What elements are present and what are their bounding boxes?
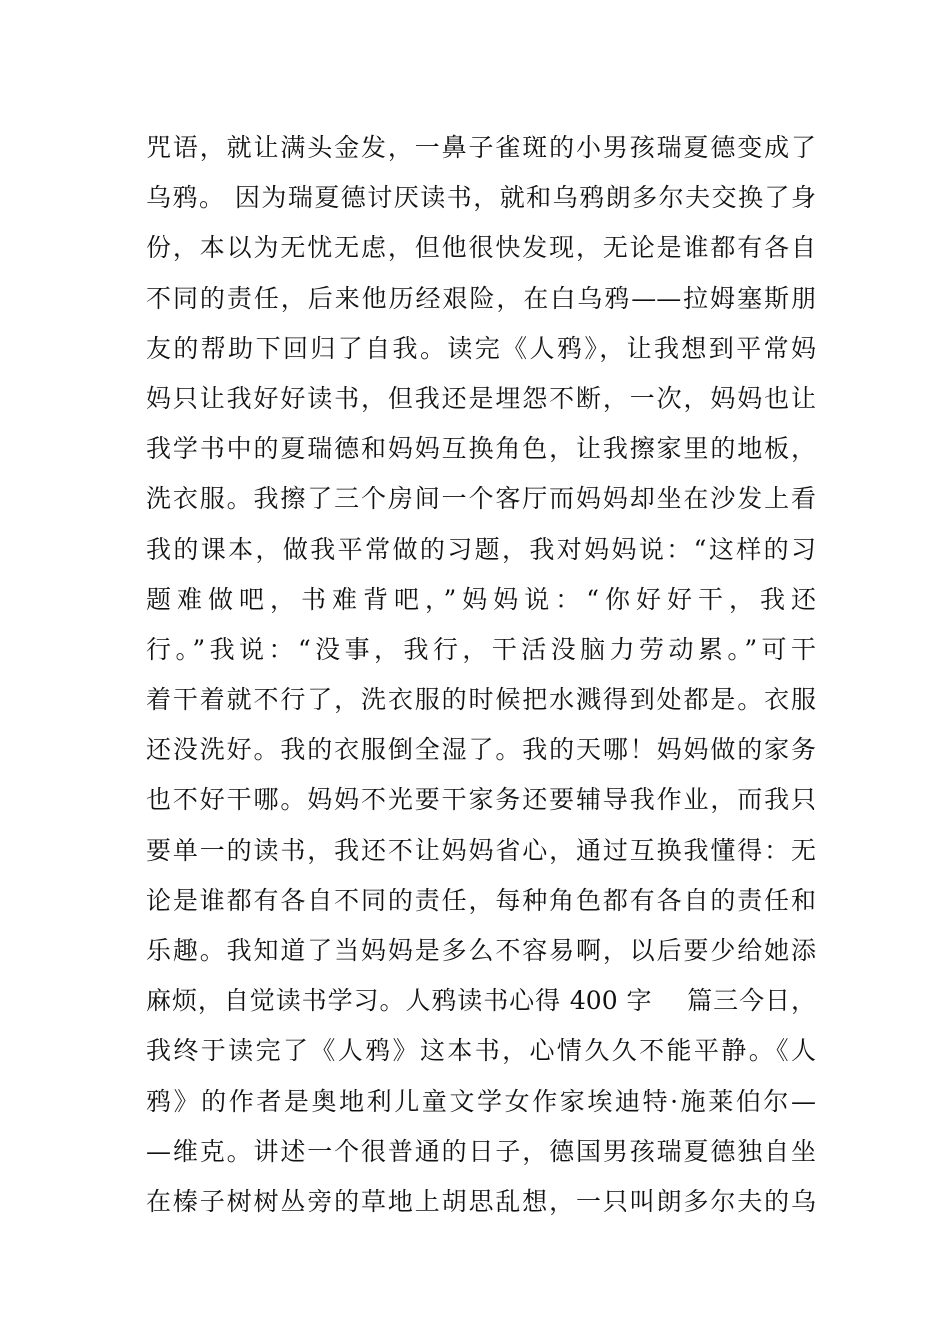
text-line: 行。”我说：“没事，我行，干活没脑力劳动累。”可干 <box>146 634 816 664</box>
text-line: 鸦》的作者是奥地利儿童文学女作家埃迪特·施莱伯尔— <box>146 1086 816 1116</box>
text-line: 我的课本，做我平常做的习题，我对妈妈说：“这样的习 <box>146 534 816 564</box>
text-line: 不同的责任，后来他历经艰险，在白乌鸦——拉姆塞斯朋 <box>146 283 816 313</box>
text-line: 妈只让我好好读书，但我还是埋怨不断，一次，妈妈也让 <box>146 383 816 413</box>
text-line: 题难做吧，书难背吧，”妈妈说：“你好好干，我还 <box>146 584 816 614</box>
text-line: 友的帮助下回归了自我。读完《人鸦》，让我想到平常妈 <box>146 333 816 363</box>
text-line: —维克。讲述一个很普通的日子，德国男孩瑞夏德独自坐 <box>146 1136 816 1166</box>
text-line: 我终于读完了《人鸦》这本书，心情久久不能平静。《人 <box>146 1036 816 1066</box>
body-text <box>146 123 816 1227</box>
text-line: 份，本以为无忧无虑，但他很快发现，无论是谁都有各自 <box>146 233 816 263</box>
text-line: 论是谁都有各自不同的责任，每种角色都有各自的责任和 <box>146 885 816 915</box>
text-line: 我学书中的夏瑞德和妈妈互换角色，让我擦家里的地板， <box>146 434 816 464</box>
text-line: 乐趣。我知道了当妈妈是多么不容易啊，以后要少给她添 <box>146 936 816 965</box>
text-line: 麻烦，自觉读书学习。人鸦读书心得 400 字 篇三今日， <box>146 986 816 1016</box>
text-line: 在榛子树树丛旁的草地上胡思乱想，一只叫朗多尔夫的乌 <box>146 1186 816 1216</box>
text-line: 还没洗好。我的衣服倒全湿了。我的天哪！妈妈做的家务 <box>146 735 816 765</box>
text-line: 咒语，就让满头金发，一鼻子雀斑的小男孩瑞夏德变成了 <box>146 133 816 162</box>
text-line: 着干着就不行了，洗衣服的时候把水溅得到处都是。衣服 <box>146 685 816 715</box>
text-line: 也不好干哪。妈妈不光要干家务还要辅导我作业，而我只 <box>146 785 816 815</box>
text-line: 洗衣服。我擦了三个房间一个客厅而妈妈却坐在沙发上看 <box>146 484 816 514</box>
text-line: 要单一的读书，我还不让妈妈省心，通过互换我懂得：无 <box>146 835 816 865</box>
text-line: 乌鸦。 因为瑞夏德讨厌读书，就和乌鸦朗多尔夫交换了身 <box>146 183 816 213</box>
